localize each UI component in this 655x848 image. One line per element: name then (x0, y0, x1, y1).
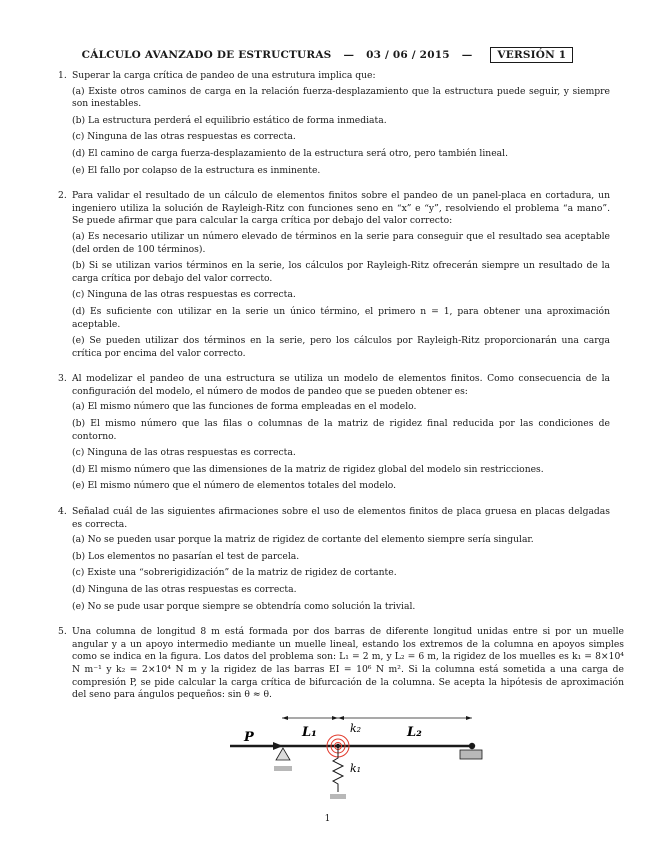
question-text: Para validar el resultado de un cálculo de elementos finitos sobre el pandeo de un panel-placa en cortadura, un ingeniero utiliza la solución de Rayleigh-Ritz con funciones seno en “x” e “y”, resolviendo el problema “a mano”. Se puede afirmar que para calcular la carga crítica por debajo del valor correcto: (72, 190, 610, 227)
question-text: Superar la carga crítica de pandeo de una estrutura implica que: (72, 70, 376, 81)
option-c: (c) Ninguna de las otras respuestas es correcta. (72, 131, 296, 143)
option-d: (d) Es suficiente con utilizar en la serie un único término, el primero n = 1, para obtener una aproximación aceptable. (72, 305, 610, 330)
question-4 (58, 506, 610, 617)
option-b: (b) El mismo número que las filas o columnas de la matriz de rigidez final reducida por las condiciones de contorno. (72, 418, 610, 442)
course-title: CÁLCULO AVANZADO DE ESTRUCTURAS (81, 49, 332, 61)
label-load-P: P (244, 729, 254, 745)
column-figure (72, 706, 624, 801)
linear-spring-icon (333, 748, 343, 792)
label-L2: L₂ (407, 724, 422, 740)
option-c: (c) Ninguna de las otras respuestas es correcta. (72, 447, 296, 459)
option-c: (c) Existe una “sobrerigidización” de la matriz de rigidez de cortante. (72, 567, 397, 579)
question-text: Al modelizar el pandeo de una estructura se utiliza un modelo de elementos finitos. Como consecuencia de la configuración del modelo, el número de modos de pandeo que se pueden obtener es: (72, 373, 610, 397)
question-3 (58, 373, 610, 497)
question-number: 2. (58, 190, 67, 202)
question-text: Una columna de longitud 8 m está formada por dos barras de diferente longitud unidas entre si por un muelle angular y a un apoyo intermedio mediante un muelle lineal, estando los extremos de la columna en apoyos simples como se indica en la figura. Los datos del problema son: L₁ = 2 m, y L₂ = 6 m, la rigidez de los muelles es k₁ = 8×10⁴ N m⁻¹ y k₂ = 2×10⁴ N m y la rigidez de las barras EI = 10⁶ N m². Si la columna está sometida a una carga de compresión P, se pide calcular la carga crítica de bifurcación de la columna. Se acepta la hipótesis de aproximación del seno para ángulos pequeños: sin θ ≈ θ. (72, 626, 624, 701)
header-separator: — (461, 49, 473, 61)
page-number: 1 (324, 814, 331, 824)
right-support-block (460, 750, 482, 759)
option-e: (e) Se pueden utilizar dos términos en la serie, pero los cálculos por Rayleigh-Ritz proporcionarán una carga crítica por encima del valor correcto. (72, 335, 610, 359)
question-1 (58, 70, 610, 181)
option-a: (a) El mismo número que las funciones de forma empleadas en el modelo. (72, 401, 417, 413)
question-number: 5. (58, 626, 67, 638)
question-number: 4. (58, 506, 67, 518)
option-a: (a) No se pueden usar porque la matriz de rigidez de cortante del elemento siempre sería singular. (72, 534, 534, 546)
arrowhead (338, 716, 344, 720)
version-box: VERSIÓN 1 (490, 47, 573, 63)
arrowhead (466, 716, 472, 720)
question-text: Señalad cuál de las siguientes afirmaciones sobre el uso de elementos finitos de placa gruesa en placas delgadas es correcta. (72, 506, 610, 530)
joint-node (336, 744, 340, 748)
option-d: (d) El mismo número que las dimensiones de la matriz de rigidez global del modelo sin restricciones. (72, 463, 544, 475)
option-d: (d) Ninguna de las otras respuestas es correcta. (72, 584, 297, 595)
label-L1: L₁ (302, 724, 317, 740)
left-ground (274, 766, 292, 771)
right-end-node (469, 743, 475, 749)
option-b: (b) Los elementos no pasarían el test de parcela. (72, 550, 300, 562)
option-a: (a) Es necesario utilizar un número elevado de términos en la serie para conseguir que el resultado sea aceptable (del orden de 100 términos). (72, 230, 610, 255)
questions-list (58, 70, 624, 810)
option-a: (a) Existe otros caminos de carga en la relación fuerza-desplazamiento que la estructura puede seguir, y siempre son inestables. (72, 85, 610, 110)
exam-date: 03 / 06 / 2015 (366, 49, 450, 61)
left-pin-support (276, 748, 290, 760)
question-number: 3. (58, 373, 67, 385)
option-b: (b) Si se utilizan varios términos en la serie, los cálculos por Rayleigh-Ritz ofrecerán siempre un resultado de la carga crítica por debajo del valor correcto. (72, 260, 610, 284)
spring-ground (330, 794, 346, 799)
option-b: (b) La estructura perderá el equilibrio estático de forma inmediata. (72, 114, 387, 126)
option-e: (e) No se pude usar porque siempre se obtendría como solución la trivial. (72, 600, 416, 612)
label-k2: k₂ (350, 721, 362, 735)
arrowhead (332, 716, 338, 720)
question-5 (58, 626, 624, 801)
arrowhead (282, 716, 288, 720)
option-e: (e) El mismo número que el número de elementos totales del modelo. (72, 480, 397, 492)
option-d: (d) El camino de carga fuerza-desplazamiento de la estructura será otro, pero también lineal. (72, 147, 508, 159)
question-2 (58, 190, 610, 364)
question-number: 1. (58, 70, 67, 81)
header-separator: — (343, 49, 355, 61)
exam-header (0, 47, 655, 63)
label-k1: k₁ (350, 761, 362, 775)
column-diagram (72, 706, 624, 801)
option-e: (e) El fallo por colapso de la estructura es inminente. (72, 164, 321, 176)
option-c: (c) Ninguna de las otras respuestas es correcta. (72, 289, 296, 301)
